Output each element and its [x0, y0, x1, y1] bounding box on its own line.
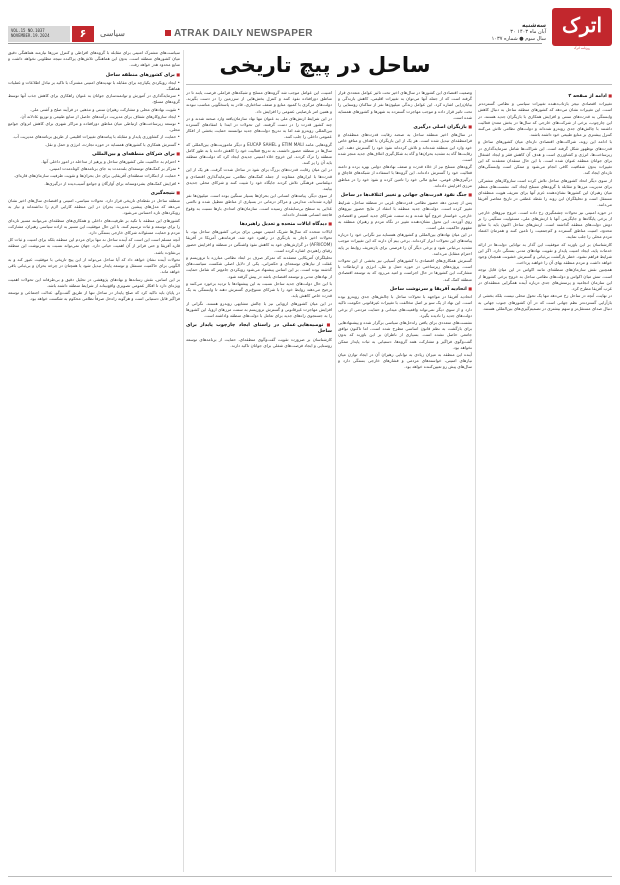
article-paragraph: وضعیت اقتصادی این کشورها در سال‌های اخیر تحت تاثیر عوامل متعددی قرار گرفته است که از جمله آنها می‌توان به تغییرات اقلیمی، کاهش بارندگی و بیابان‌زایی اشاره کرد. این عوامل زندگی میلیون‌ها نفر از ساکنان روستایی را تحت تاثیر قرار داده و موجب مهاجرت گسترده به شهرها و کشورهای همسایه شده است. — [338, 90, 472, 120]
article-bullet: • احترام به حاکمیت ملی کشورهای ساحل و پرهیز از مداخله در امور داخلی آنها. — [8, 159, 180, 165]
logo-subtitle: روزنامه اترک — [573, 46, 591, 50]
article-subheading: ■ دیدگاه ایالات متحده و تعدیل راهبردها — [186, 221, 332, 228]
issue-info: سال سوم ● شماره ۱۰۳۷ — [491, 36, 546, 42]
page-number: ۶ — [72, 26, 94, 42]
date-block — [468, 22, 546, 43]
article-paragraph: اتحادیه آفریقا در مواجهه با تحولات ساحل با چالش‌های جدی روبه‌رو بوده است. این نهاد از یک سو بر اصل مخالفت با تغییرات غیرقانونی حکومت تاکید دارد و از سوی دیگر نمی‌تواند واقعیت‌های میدانی و حمایت مردمی از برخی دولت‌های جدید را نادیده بگیرد. — [338, 294, 472, 318]
article-paragraph: در این میان کشورهای اروپایی نیز با چالش مشابهی روبه‌رو هستند. نگرانی از افزایش مهاجرت غیرقانونی و گسترش تروریسم به سمت مرزهای اروپا، این کشورها را به جستجوی راه‌های جدید برای تعامل با دولت‌های منطقه واداشته است. — [186, 300, 332, 318]
article-paragraph: در پایان باید تاکید کرد که صلح پایدار در ساحل تنها از طریق گفت‌وگو، عدالت اجتماعی و توسعه فراگیر قابل دستیابی است و هرگونه راه‌حل صرفاً نظامی محکوم به شکست خواهد بود. — [8, 289, 180, 302]
headline-divider — [186, 84, 612, 85]
article-subheading: ■ برای شرکای منطقه‌ای و بین‌المللی — [8, 151, 180, 158]
article-paragraph: تحلیلگران آمریکایی معتقدند که تمرکز صرف بر ابعاد نظامی مبارزه با تروریسم و غفلت از نیازهای توسعه‌ای و حکمرانی، یکی از دلایل اصلی شکست سیاست‌های گذشته بوده است. بر این اساس پیشنهاد می‌شود رویکردی جامع‌تر که شامل حمایت از نهادهای مدنی و توسعه اقتصادی باشد در پیش گرفته شود. — [186, 255, 332, 279]
article-paragraph: در این شرایط ارتش‌های ملی به عنوان تنها نهاد سازمان‌یافته وارد صحنه شدند و در چند کشور قدرت را در دست گرفتند. این تحولات در ابتدا با انتقادهای گسترده بین‌المللی روبه‌رو شد اما به تدریج دولت‌های جدید توانستند حمایت بخشی از افکار عمومی داخلی را جلب کنند. — [186, 115, 332, 140]
article-paragraph: همچنین نقش سازمان‌های منطقه‌ای مانند اکواس در این میان قابل توجه است. تنش میان اکواس و دولت‌های نظامی ساحل به خروج برخی کشورها از این سازمان انجامید و پرسش‌های جدی درباره آینده همگرایی منطقه‌ای در غرب آفریقا مطرح کرد. — [478, 267, 612, 292]
article-bullet: • ایجاد سازوکارهای شفاف برای مدیریت درآمدهای حاصل از منابع طبیعی و توزیع عادلانه آن. — [8, 114, 180, 120]
square-icon — [165, 30, 171, 36]
article-paragraph: کارشناسان بر ضرورت تقویت گفت‌وگوی منطقه‌ای، حمایت از برنامه‌های توسعه روستایی و ایجاد فرصت‌های شغلی برای جوانان تاکید دارند. — [186, 336, 332, 348]
article-bullet: • حمایت از ابتکارات منطقه‌ای آفریقایی برای حل بحران‌ها و تقویت ظرفیت سازمان‌های قاره‌ای. — [8, 173, 180, 179]
article-paragraph: پس از چندین دهه حضور نظامی قدرت‌های غربی در منطقه ساحل، شرایط تغییر کرده است. دولت‌های جدید منطقه با انتقاد از نتایج حضور نیروهای خارجی، خواستار خروج آنها شدند و به سمت شرکای جدید امنیتی و اقتصادی روی آوردند. این تحول نشان‌دهنده تغییر در نگاه مردم و رهبران منطقه به مفهوم حاکمیت ملی است. — [338, 200, 472, 231]
article-column-3 — [186, 90, 332, 872]
english-title-text: ATRAK DAILY NEWSPAPER — [174, 28, 313, 39]
article-paragraph: کارشناسان بر این باورند که موفقیت این گذار به توانایی دولت‌ها در ارائه خدمات پایه، ایجاد امنیت پایدار و تقویت نهادهای مدنی بستگی دارد. اگر این شرایط فراهم نشود، خطر بازگشت بی‌ثباتی و گسترش خشونت همچنان وجود خواهد داشت و مردم منطقه بهای آن را خواهند پرداخت. — [478, 241, 612, 266]
article-paragraph: بر این اساس، نقش رسانه‌ها و نهادهای پژوهشی در تحلیل دقیق و بی‌طرفانه این تحولات اهمیت ویژه‌ای دارد تا افکار عمومی تصویری واقع‌بینانه از شرایط منطقه داشته باشد. — [8, 276, 180, 288]
footer-divider — [8, 876, 612, 877]
article-paragraph: در حوزه امنیتی نیز تحولات چشمگیری رخ داده است. خروج نیروهای خارجی از برخی پایگاه‌ها و جایگزینی آنها با ارتش‌های ملی، مسئولیت سنگینی را بر دوش دولت‌های منطقه گذاشته است. ارتش‌های ساحل اکنون باید با منابع محدود، امنیت مناطق گسترده و کم‌جمعیت را تامین کنند و همزمان اعتماد مردم محلی را جلب نمایند. — [478, 209, 612, 240]
article-paragraph: تغییرات اقتصادی نیجر بازتاب‌دهنده تغییرات سیاسی و نظامی گسترده‌تر است. این تغییرات نشان می‌دهد که کشورهای منطقه ساحل به دنبال کاهش وابستگی به قدرت‌های سنتی و افزایش همکاری با بازیگران جدید هستند. در این چارچوب، برخی از شرکت‌های خارجی که سال‌ها در بخش معدن فعالیت داشتند با چالش‌های جدی روبه‌رو شده‌اند و دولت‌های نظامی تلاش می‌کنند کنترل بیشتری بر منابع طبیعی خود داشته باشند. — [478, 101, 612, 138]
article-paragraph: آینده این منطقه به میزان زیادی به توانایی رهبران آن در ایجاد توازن میان نیازهای امنیتی، خواسته‌های مردمی و فشارهای خارجی بستگی دارد و سال‌های پیش رو تعیین‌کننده خواهد بود. — [338, 351, 472, 370]
article-paragraph: گسترش همکاری‌های اقتصادی با کشورهای آسیایی نیز بخشی از این تحولات است. پروژه‌های زیرساختی در حوزه حمل و نقل، انرژی و ارتباطات با مشارکت این کشورها در حال اجراست و امید می‌رود که به توسعه اقتصادی منطقه کمک کند. — [338, 258, 472, 282]
article-paragraph: ایالات متحده که سال‌ها شریک امنیتی مهمی برای برخی کشورهای ساحل بود، با تحولات اخیر ناچار به بازنگری در راهبرد خود شد. فرماندهی آمریکا در آفریقا (AFRICOM) در گزارش‌های خود به کاهش نفوذ واشنگتن در منطقه و افزایش حضور رقبای راهبردی اشاره کرده است. — [186, 229, 332, 253]
article-subheading: ■ برای کشورهای منطقه ساحل — [8, 72, 180, 79]
article-bullet: • حمایت از کشاورزی پایدار و مقابله با پیامدهای تغییرات اقلیمی از طریق برنامه‌های مدیریت آب. — [8, 134, 180, 140]
article-subheading: ■ بازیگران اصلی درگیری — [338, 124, 472, 131]
newspaper-logo[interactable]: اترک — [552, 8, 612, 46]
article-paragraph: گروه‌های مسلح نیز از خلاء قدرت و ضعف نهادهای دولتی بهره برده و دامنه فعالیت خود را گسترش داده‌اند. این گروه‌ها با استفاده از شبکه‌های قاچاق و درگیری‌های قومی، منابع مالی خود را تامین کرده و نفوذ خود را در مناطق مرزی افزایش داده‌اند. — [338, 164, 472, 188]
article-paragraph: در سال‌های اخیر منطقه ساحل به صحنه رقابت قدرت‌های منطقه‌ای و فرامنطقه‌ای تبدیل شده است. هر یک از این بازیگران با اهداف و منافع خاص خود وارد این منطقه شده‌اند و تلاش کرده‌اند نفوذ خود را گسترش دهند. این رقابت‌ها گاه به تشدید بحران‌ها و گاه به شکل‌گیری ائتلاف‌های جدید منجر شده است. — [338, 132, 472, 163]
article-paragraph: امنیت، این عوامل موجب شد گروه‌های مسلح و شبکه‌های فراملی فرصت یابند تا در مناطق دورافتاده نفوذ کنند و کنترل بخش‌هایی از سرزمین را در دست بگیرند. دولت‌های مرکزی با کمبود منابع و ضعف ساختاری، قادر به پاسخگویی مناسب نبودند و همین امر نارضایتی عمومی را افزایش داد. — [186, 90, 332, 114]
article-column-2 — [338, 90, 472, 872]
article-column-4 — [8, 50, 180, 872]
header-divider — [8, 43, 542, 44]
article-paragraph: با ادامه این روند، شراکت‌های اقتصادی تازه‌ای میان کشورهای ساحل و قدرت‌های نوظهور شکل گرفته است. این شراکت‌ها شامل سرمایه‌گذاری در زیرساخت‌ها، انرژی و کشاورزی است و هدف آن کاهش فقر و ایجاد اشتغال برای جوانان منطقه عنوان شده است. با این حال منتقدان معتقدند که این تغییرات بدون شفافیت کافی انجام می‌شود و ممکن است وابستگی‌های تازه‌ای ایجاد کند. — [478, 139, 612, 176]
article-paragraph: آنچه مسلم است این است که آینده ساحل نه تنها برای مردم این منطقه بلکه برای امنیت و ثبات کل قاره آفریقا و حتی فراتر از آن اهمیت حیاتی دارد. جهان نمی‌تواند نسبت به سرنوشت این منطقه بی‌تفاوت باشد. — [8, 237, 180, 255]
headline: ساحل در پیچ تاریخی — [219, 53, 431, 77]
article-paragraph: گروه‌هایی مانند ETIM MALI و EUCAP SAHEL و دیگر ماموریت‌های بین‌المللی که سال‌ها در منطقه حضور داشتند، به تدریج فعالیت خود را کاهش دادند یا به طور کامل منطقه را ترک کردند. این خروج خلاء امنیتی جدیدی ایجاد کرد که دولت‌های منطقه باید آن را پر کنند. — [186, 141, 332, 166]
volume-box — [8, 26, 70, 42]
article-paragraph: منطقه ساحل در نقطه‌ای تاریخی قرار دارد. تحولات سیاسی، امنیتی و اقتصادی سال‌های اخیر نشان می‌دهد که مدل‌های پیشین مدیریت بحران در این منطقه کارایی لازم را نداشته‌اند و نیاز به رویکردهای تازه احساس می‌شود. — [8, 198, 180, 216]
masthead — [0, 0, 620, 50]
column-divider — [183, 50, 184, 872]
article-bullet: • گسترش همکاری با کشورهای همسایه در حوزه تجارت، انرژی و حمل و نقل. — [8, 142, 180, 148]
article-bullet: • تقویت نهادهای محلی و مشارکت رهبران سنتی و مذهبی در فرآیند صلح و آشتی ملی. — [8, 107, 180, 113]
article-paragraph: سیاست‌های مشترک امنیتی برای مقابله با گروه‌های افراطی و کنترل مرزها نیازمند هماهنگی دقیق میان کشورهای منطقه است. بدون این هماهنگی تلاش‌های پراکنده نتیجه مطلوبی نخواهد داشت و منابع محدود هدر خواهد رفت. — [8, 50, 180, 68]
article-paragraph: از سوی دیگر، پیامدهای انسانی این بحران‌ها بسیار سنگین بوده است. میلیون‌ها نفر آواره شده‌اند، مدارس و مراکز درمانی در بسیاری از مناطق تعطیل شده و ناامنی غذایی به سطح بی‌سابقه‌ای رسیده است. سازمان‌های امدادی بارها نسبت به وقوع فاجعه انسانی هشدار داده‌اند. — [186, 193, 332, 217]
article-paragraph: کشورهای این منطقه با تکیه بر ظرفیت‌های داخلی و همکاری‌های منطقه‌ای می‌توانند مسیر تازه‌ای را برای توسعه و ثبات ترسیم کنند. با این حال موفقیت این مسیر به اراده سیاسی رهبران، مشارکت مردم و حمایت مسئولانه شرکای خارجی بستگی دارد. — [8, 217, 180, 236]
column-divider — [475, 90, 476, 872]
article-subheading: ■ اتحادیه آفریقا و سرنوشت ساحل — [338, 286, 472, 293]
article-bullet: • افزایش کمک‌های بشردوستانه برای آوارگان و جوامع آسیب‌دیده از درگیری‌ها. — [8, 181, 180, 187]
article-column-1 — [478, 90, 612, 872]
article-paragraph: در این میان نهادهای بین‌المللی و کشورهای همسایه نیز نگرانی خود را درباره پیامدهای این تحولات ابراز کرده‌اند. برخی بیم آن دارند که این تغییرات موجب تشدید بی‌ثباتی شود و برخی دیگر آن را فرصتی برای بازتعریف روابط بر پایه احترام متقابل می‌دانند. — [338, 232, 472, 256]
english-title — [165, 28, 395, 39]
article-subheading: ■ ادامه از صفحه ۲ — [478, 93, 612, 100]
article-subheading: ■ جنگ نفوذ قدرت‌های جهانی و تغییر ائتلاف‌ها در ساحل — [338, 192, 472, 199]
article-paragraph: در نهایت، آنچه در ساحل رخ می‌دهد تنها یک تحول محلی نیست بلکه بخشی از بازآرایی گسترده‌تر نظم جهانی است که در آن کشورهای جنوب جهانی به دنبال صدای مستقل‌تر و سهم بیشتری در تصمیم‌گیری‌های بین‌المللی هستند. — [478, 293, 612, 311]
day-name: سه‌شنبه — [522, 22, 546, 29]
article-bullet: • ایجاد رویکردی یکپارچه برای مقابله با تهدیدهای امنیتی مشترک با تاکید بر تبادل اطلاعات و عملیات هماهنگ. — [8, 80, 180, 92]
article-paragraph: نشست‌های متعددی برای یافتن راه‌حل‌های سیاسی برگزار شده و پیشنهادهایی برای بازگشت به نظم قانون اساسی مطرح شده است، اما تاکنون توافق جامعی حاصل نشده است. بسیاری از ناظران بر این باورند که بدون گفت‌وگوی فراگیر و مشارکت همه گروه‌ها، دستیابی به ثبات پایدار ممکن نخواهد بود. — [338, 319, 472, 350]
article-subheading: ■ نتیجه‌گیری — [8, 190, 180, 197]
article-paragraph: با این حال دولت‌های جدید ساحل نسبت به این پیشنهادها با تردید برخورد می‌کنند و ترجیح می‌دهند روابط خود را با شرکای متنوع‌تری گسترش دهند تا وابستگی به یک قدرت خاص کاهش یابد. — [186, 280, 332, 299]
article-bullet: • تمرکز بر کمک‌های توسعه‌ای بلندمدت به جای برنامه‌های کوتاه‌مدت امنیتی. — [8, 166, 180, 172]
volume-number: VOL.15 NO.1037 — [11, 28, 45, 33]
article-paragraph: در این میان رقابت قدرت‌های بزرگ برای نفوذ در ساحل شدت گرفت. هر یک از این قدرت‌ها با ابزارهای متفاوت از جمله کمک‌های نظامی، سرمایه‌گذاری اقتصادی و دیپلماسی فرهنگی تلاش کردند جایگاه خود را تثبیت کنند و شرکای محلی جدیدی بیابند. — [186, 167, 332, 192]
article-bullet: • سرمایه‌گذاری در آموزش و توانمندسازی جوانان به عنوان راهکاری برای کاهش جذب آنها توسط گروه‌های مسلح. — [8, 93, 180, 105]
column-divider — [335, 90, 336, 872]
article-subheading: ■ توصیه‌هایی عملی در راستای ایجاد چارچوب پایدار برای ساحل — [186, 322, 332, 335]
section-label: سیاسی — [100, 29, 125, 38]
date-persian: ۳۰ آبان ماه ۱۴۰۳ — [510, 29, 546, 35]
volume-date: NOVEMBER.19.2024 — [11, 33, 50, 38]
article-paragraph: از سوی دیگر اتحاد کشورهای ساحل تلاش کرده است سازوکارهای مشترکی برای مدیریت مرزها و مقابله با گروه‌های مسلح ایجاد کند. نشست‌های منظم میان رهبران این کشورها نشان‌دهنده عزم آنها برای تعریف هویت منطقه‌ای مستقل است و تحلیلگران این روند را نقطه عطفی در تاریخ معاصر آفریقا می‌دانند. — [478, 177, 612, 208]
article-paragraph: تحولات آینده نشان خواهد داد که آیا ساحل می‌تواند از این پیچ تاریخی با موفقیت عبور کند و به الگویی برای حاکمیت مستقل و توسعه پایدار تبدیل شود یا همچنان در چرخه بحران و بی‌ثباتی باقی خواهد ماند. — [8, 256, 180, 275]
article-bullet: • توسعه زیرساخت‌های ارتباطی میان مناطق دورافتاده و مراکز شهری برای کاهش انزوای جوامع محلی. — [8, 121, 180, 133]
